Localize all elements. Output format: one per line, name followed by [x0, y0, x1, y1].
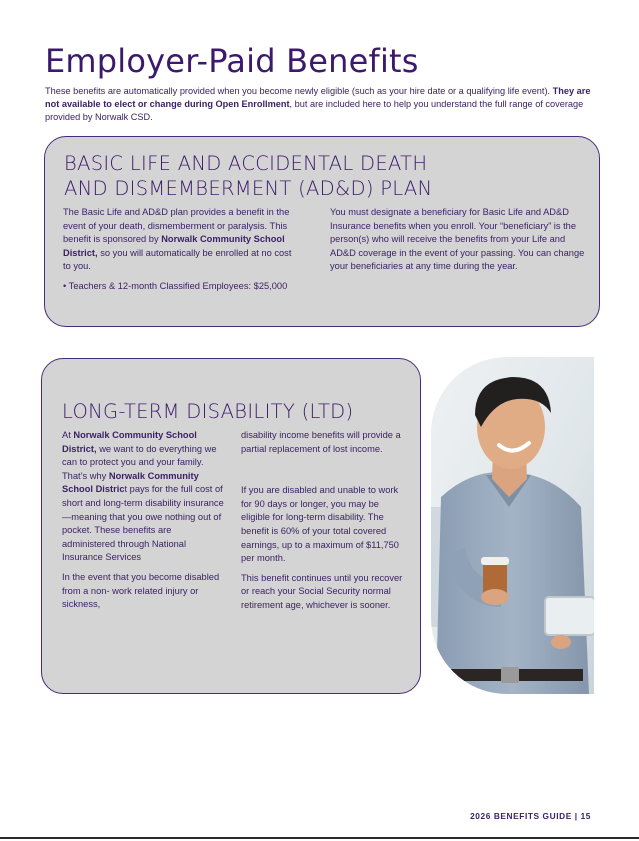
basic-life-sponsor: Norwalk Community School District,: [63, 234, 285, 258]
ltd-paragraph-1: [62, 429, 225, 565]
page-title: Employer-Paid Benefits: [45, 42, 419, 80]
basic-life-description: [63, 206, 298, 274]
intro-text-1: These benefits are automatically provided when you become newly eligible (such as your hire date or a qualifying life event).: [45, 86, 553, 96]
intro-bold-text: They are not available to elect or change during Open Enrollment: [45, 86, 591, 109]
ltd-paragraph-5: This benefit continues until you recover or reach your Social Security normal retirement age, whichever is sooner.: [241, 572, 403, 610]
basic-life-text-2: so you will automatically be enrolled at no cost to you.: [63, 247, 292, 272]
ltd-title: LONG-TERM DISABILITY (LTD): [62, 400, 354, 423]
ltd-p1-text-c: t pays for the full cost of short and long-term disability insurance—meaning that you owe nothing out of pocket. These benefits are administered through National Insurance Services: [62, 484, 224, 563]
intro-text-2: , but are included here to help you understand the full range of coverage provided by Norwalk CSD.: [45, 99, 584, 122]
employee-photo: [431, 357, 594, 694]
ltd-p1-text-a: At: [62, 430, 74, 440]
employee-illustration: [431, 357, 594, 694]
ltd-left-column: [62, 429, 225, 618]
bottom-divider: [0, 837, 639, 839]
basic-life-card: [44, 136, 600, 327]
beneficiary-text: You must designate a beneficiary for Basic Life and AD&D Insurance benefits when you enroll. Your “beneficiary” is the person(s) who will receive the benefits from your Life and AD&D coverage in the event of your passing. You can change your beneficiaries at any time during the year.: [330, 207, 585, 272]
ltd-paragraph-3: disability income benefits will provide a partial replacement of lost income.: [241, 430, 401, 454]
ltd-p1-bold-2: Norwalk Community School Distric: [62, 470, 199, 495]
basic-life-coverage-bullet: • Teachers & 12-month Classified Employees: $25,000: [63, 280, 288, 291]
basic-life-title-line1: BASIC LIFE AND ACCIDENTAL DEATH: [64, 152, 428, 175]
ltd-card: [41, 358, 421, 694]
basic-life-left-column: [63, 206, 298, 300]
basic-life-title: [64, 151, 432, 201]
footer-page-label: 2026 BENEFITS GUIDE | 15: [470, 811, 591, 821]
ltd-paragraph-2: In the event that you become disabled from a non- work related injury or sickness,: [62, 571, 220, 610]
ltd-paragraph-4: If you are disabled and unable to work for 90 days or longer, you may be eligible for long-term disability. The benefit is 60% of your total covered earnings, up to a maximum of $11,750 per month.: [241, 485, 399, 564]
ltd-p1-text-b: we want to do everything we can to protect you and your family. That’s why: [62, 443, 217, 481]
ltd-right-column: [241, 429, 404, 619]
ltd-p1-bold-1: Norwalk Community School District,: [62, 430, 197, 454]
basic-life-right-column: [330, 206, 585, 280]
intro-paragraph: [45, 85, 595, 124]
basic-life-text-1: The Basic Life and AD&D plan provides a benefit in the event of your death, dismemberment or paralysis. This benefit is sponsored by: [63, 207, 290, 245]
basic-life-title-line2: AND DISMEMBERMENT (AD&D) PLAN: [64, 177, 433, 200]
